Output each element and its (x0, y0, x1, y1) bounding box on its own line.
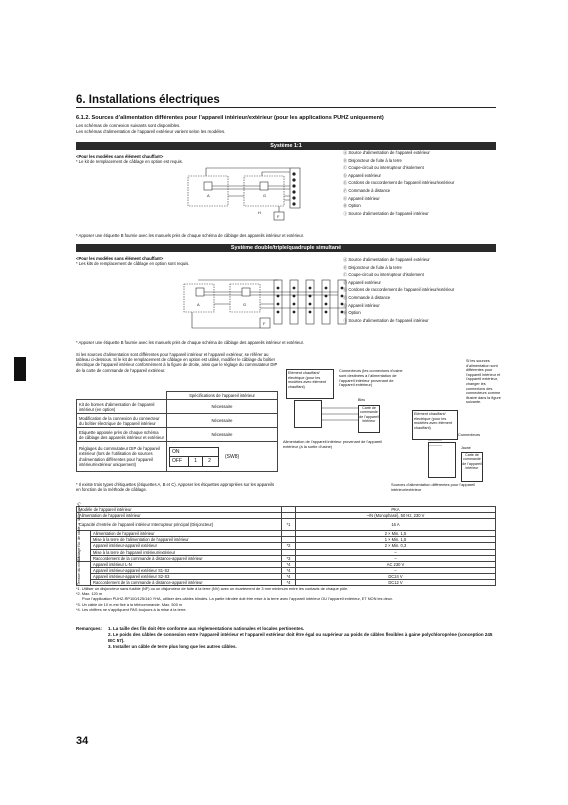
system1-legend (343, 149, 454, 217)
dip-switch-box (169, 447, 219, 467)
table-cell: – (296, 549, 496, 555)
legend-item: Ⓑ Disjoncteur de fuite à la terre (343, 157, 402, 163)
intro-line: Les schémas de connexion suivants sont disponibles. (76, 123, 181, 128)
page-heading: 6. Installations électriques (76, 94, 220, 106)
table-cell: Mise à la terre de l’alimentation de l’appareil intérieur (91, 537, 282, 543)
table-cell: Appareil intérieur-appareil extérieur (91, 543, 282, 549)
table-cell: 1 × Min. 1,5 (296, 537, 496, 543)
diagram2-letter-g: G (243, 302, 247, 307)
section-subheading: 6.1.2. Sources d’alimentation différentes pour l’appareil intérieur/extérieur (pour les applications PUHZ uniquement) (76, 115, 384, 121)
system-1-1-bar: Système 1:1 (76, 142, 496, 150)
legend-item: Ⓓ Appareil extérieur (343, 279, 381, 285)
diagram-letter-h: H (258, 210, 261, 215)
system1-footnote: * Apposer une étiquette B fournie avec les manuels près de chaque schéma de câblage des appareils intérieur et extérieur. (76, 233, 304, 238)
legend-item: Ⓐ Source d’alimentation de l’appareil extérieur (343, 150, 430, 155)
table-cell: *4 (282, 580, 296, 586)
table-cell: DC24 V (296, 574, 496, 580)
dip-on-label: ON (170, 448, 218, 457)
system2-footnote: * Apposer une étiquette B fournie avec les manuels près de chaque schéma de câblage des appareils intérieur et extérieur. (76, 340, 304, 345)
spec-row-value: Nécessaire (167, 414, 278, 428)
label-types-note: * Il existe trois types d’étiquettes (étiquettes A, B et C). Apposer les étiquettes appropriées sur les appareils en fonction de la méthode de câblage. (76, 482, 275, 493)
diagram-letter-g: G (263, 193, 267, 198)
table-cell: 2 × Min. 1,5 (296, 531, 496, 537)
dip-settings-label: Réglages du commutateur DIP de l’appareil extérieur (lors de l’utilisation de sources d’alimentation différentes pour l’appareil intérieur/extérieur uniquement) (77, 442, 167, 472)
electrical-spec-table (76, 502, 496, 586)
spec-table-header: Spécifications de l’appareil intérieur (167, 392, 278, 400)
figure-caption-left: Alimentation de l’appareil intérieur provenant de l’appareil extérieur (à la sortie d’usine) (283, 439, 383, 449)
table-cell: 2 × Min. 0,3 (296, 543, 496, 549)
control-board-right: Carte de commande de l’appareil intérieur (461, 452, 483, 482)
legend-item: Ⓔ Cordons de raccordement de l’appareil intérieur/extérieur (343, 287, 455, 293)
dip-switch-id: (SW8) (225, 453, 240, 460)
legend-item: Ⓖ Appareil intérieur (343, 302, 380, 308)
table-cell: *4 (282, 562, 296, 568)
system-multi-bar: Système double/triple/quadruple simultané (76, 244, 496, 252)
spec-row-value: Nécessaire (167, 428, 278, 442)
table-cell: DC12 V (296, 580, 496, 586)
connector-description: Connecteurs (les connexions d’usine sont destinées à l’alimentation de l’appareil intérieur provenant de l’appareil extérieur) (339, 368, 403, 388)
spec-row-label: Etiquette apposée près de chaque schéma de câblage des appareils intérieur et extérieur (77, 428, 167, 442)
system2-wiring-diagram (182, 276, 350, 334)
legend-item: Ⓓ Appareil extérieur (343, 172, 381, 178)
system2-legend (343, 256, 454, 324)
legend-item: Ⓒ Coupe-circuit ou interrupteur d’isolement (343, 165, 424, 171)
wire-blue-label: Bleu (358, 398, 366, 402)
legend-item: Ⓐ Source d’alimentation de l’appareil extérieur (343, 257, 430, 262)
control-board-left: Carte de commande de l’appareil intérieur (358, 405, 380, 433)
heater-label-left: Elément chauffant/électrique (pour les modèles avec élément chauffant) (286, 369, 334, 399)
cabling-group-label: Câblage No. de câble × taille (mm²) (77, 502, 81, 561)
diagram-letter-a: A (207, 193, 210, 198)
voltage-group-cell (77, 556, 91, 586)
table-cell: Capacité d’entrée de l’appareil intérieur Interrupteur principal (Disjoncteur) (77, 519, 282, 531)
indoor-spec-table (76, 391, 278, 472)
legend-item: Ⓕ Commande à distance (343, 294, 391, 300)
spec-row-label: Modification de la connexion du connecteur du boîtier électrique de l’appareil intérieur (77, 414, 167, 428)
connecteurs-label: Connecteurs (458, 432, 481, 437)
table-cell: *2 (282, 543, 296, 549)
legend-item: Ⓖ Appareil intérieur (343, 195, 380, 201)
table-cell: AC 230 V (296, 562, 496, 568)
system1-condition: <Pour les modèles sans élément chauffant> (76, 154, 164, 159)
diagram2-letter-f: F (263, 321, 266, 326)
table-cell: Raccordement de la commande à distance-appareil intérieur (91, 580, 282, 586)
table-cell: Modèle de l’appareil intérieur (77, 507, 282, 513)
table-cell: Mise à la terre de l’appareil intérieur/extérieur (91, 549, 282, 555)
table-cell: *1 (282, 519, 296, 531)
connector-wiring-lines (322, 396, 452, 446)
table-footnotes (76, 586, 393, 612)
remark-item: 2. Le poids des câbles de connexion entre l’appareil intérieur et l’appareil extérieur doit être égal ou supérieur au poids de câbles flexibles à gaine polychloroprène (conception 245 IEC 57). (108, 632, 493, 643)
dip-switch-2: 2 (202, 457, 216, 466)
figure-caption-right: Sources d’alimentation différentes pour l’appareil intérieur/extérieur (391, 482, 476, 492)
legend-item: Ⓒ Coupe-circuit ou interrupteur d’isolement (343, 272, 424, 278)
table-cell: *4 (282, 574, 296, 580)
different-supply-note: Si les sources d’alimentation sont différentes pour l’appareil intérieur et l’appareil extérieur, changer les connexions des connecteurs comme illustré dans la figure suivante. (466, 359, 501, 405)
table-cell: Appareil intérieur-appareil extérieur S2-S3 (91, 574, 282, 580)
dual-supply-paragraph: Si les sources d’alimentation sont différentes pour l’appareil intérieur et l’appareil extérieur, se référer au tableau ci-dessous. Si le kit de remplacement de câblage en option est utilisé, modifier le câblage du boîtier électrique de l’appareil intérieur conformément à la figure de droite, ainsi que le réglage du commutateur DIP de la carte de commande de l’appareil extérieur. (76, 352, 278, 373)
system1-kit-note: * Le kit de remplacement de câblage en option est requis. (76, 159, 183, 164)
page-number: 34 (76, 735, 89, 747)
connector-block-right (428, 442, 456, 478)
table-cell: Alimentation de l’appareil intérieur (91, 531, 282, 537)
legend-item: Ⓘ Source d’alimentation de l’appareil intérieur (343, 210, 429, 216)
legend-item: Ⓑ Disjoncteur de fuite à la terre (343, 264, 402, 270)
table-cell: *4 (282, 568, 296, 574)
footnote: *2. Max. 120 m (76, 591, 103, 597)
connector-block-left (294, 400, 322, 428)
heater-label-right: Elément chauffant/électrique (pour les modèles avec élément chauffant) (412, 410, 458, 440)
remark-item: 1. La taille des fils doit être conforme aux réglementations nationales et locales pertinentes. (108, 626, 305, 631)
legend-item: Ⓘ Source d’alimentation de l’appareil intérieur (343, 317, 429, 323)
table-cell: Alimentation de l’appareil intérieur (77, 513, 282, 519)
spec-row-label: Kit de bornes d’alimentation de l’appareil intérieur (en option) (77, 400, 167, 414)
table-cell: 16 A (296, 519, 496, 531)
table-cell: ~/N (Monophasé), 50 Hz, 230 V (296, 513, 496, 519)
table-cell: – (296, 555, 496, 561)
dip-off-label: OFF (172, 457, 182, 464)
voltage-group-label: Tension du circuit (77, 556, 81, 585)
table-cell: Appareil intérieur-appareil extérieur S1-S2 (91, 568, 282, 574)
remark-item: 3. Installer un câble de terre plus long que les autres câbles. (108, 644, 237, 649)
intro-line: Les schémas d’alimentation de l’appareil extérieur varient selon les modèles. (76, 128, 226, 134)
heading-rule (76, 107, 496, 108)
diagram-letter-f: F (277, 214, 280, 219)
remarks-label: Remarques: (76, 626, 103, 631)
spec-row-value: Nécessaire (167, 400, 278, 414)
footnote: *1. Utiliser un disjoncteur sans fusible (NF) ou un disjoncteur de fuite à la terre (NV) avec un écartement de 3 mm minimum entre les contacts de chaque pôle. (76, 586, 349, 591)
remarks-block (76, 626, 496, 650)
footnote: Pour l’application PUHZ-RP100/125/140 YHA, utiliser des câbles blindés. La partie blindée doit être mise à la terre avec l’appareil intérieur OU l’appareil extérieur, ET NON les deux. (82, 596, 394, 602)
table-cell: *3 (282, 555, 296, 561)
footnote: *4. Les chiffres ne s’appliquent PAS toujours à la mise à la terre. (76, 606, 187, 612)
table-cell: Raccordement de la commande à distance-appareil intérieur (91, 555, 282, 561)
intro-text (76, 123, 225, 134)
system1-wiring-diagram (186, 164, 316, 224)
table-cell: – (296, 568, 496, 574)
system2-kit-note: * Les kits de remplacement de câblage en option sont requis. (76, 261, 190, 266)
legend-item: Ⓕ Commande à distance (343, 187, 391, 193)
legend-item: Ⓗ Option (343, 310, 361, 316)
wire-yellow-label: Jaune (461, 446, 471, 450)
legend-item: Ⓗ Option (343, 203, 361, 209)
legend-item: Ⓔ Cordons de raccordement de l’appareil intérieur/extérieur (343, 180, 455, 186)
section-side-tab (14, 357, 26, 381)
table-cell: PKA (296, 507, 496, 513)
dip-switch-1: 1 (188, 457, 202, 466)
diagram2-letter-a: A (197, 302, 200, 307)
system2-condition: <Pour les modèles sans élément chauffant> (76, 256, 164, 261)
footnote: *3. Un câble de 10 m est fixé à la télécommande. Max. 500 m (76, 601, 183, 607)
table-cell: Appareil intérieur L-N (91, 562, 282, 568)
